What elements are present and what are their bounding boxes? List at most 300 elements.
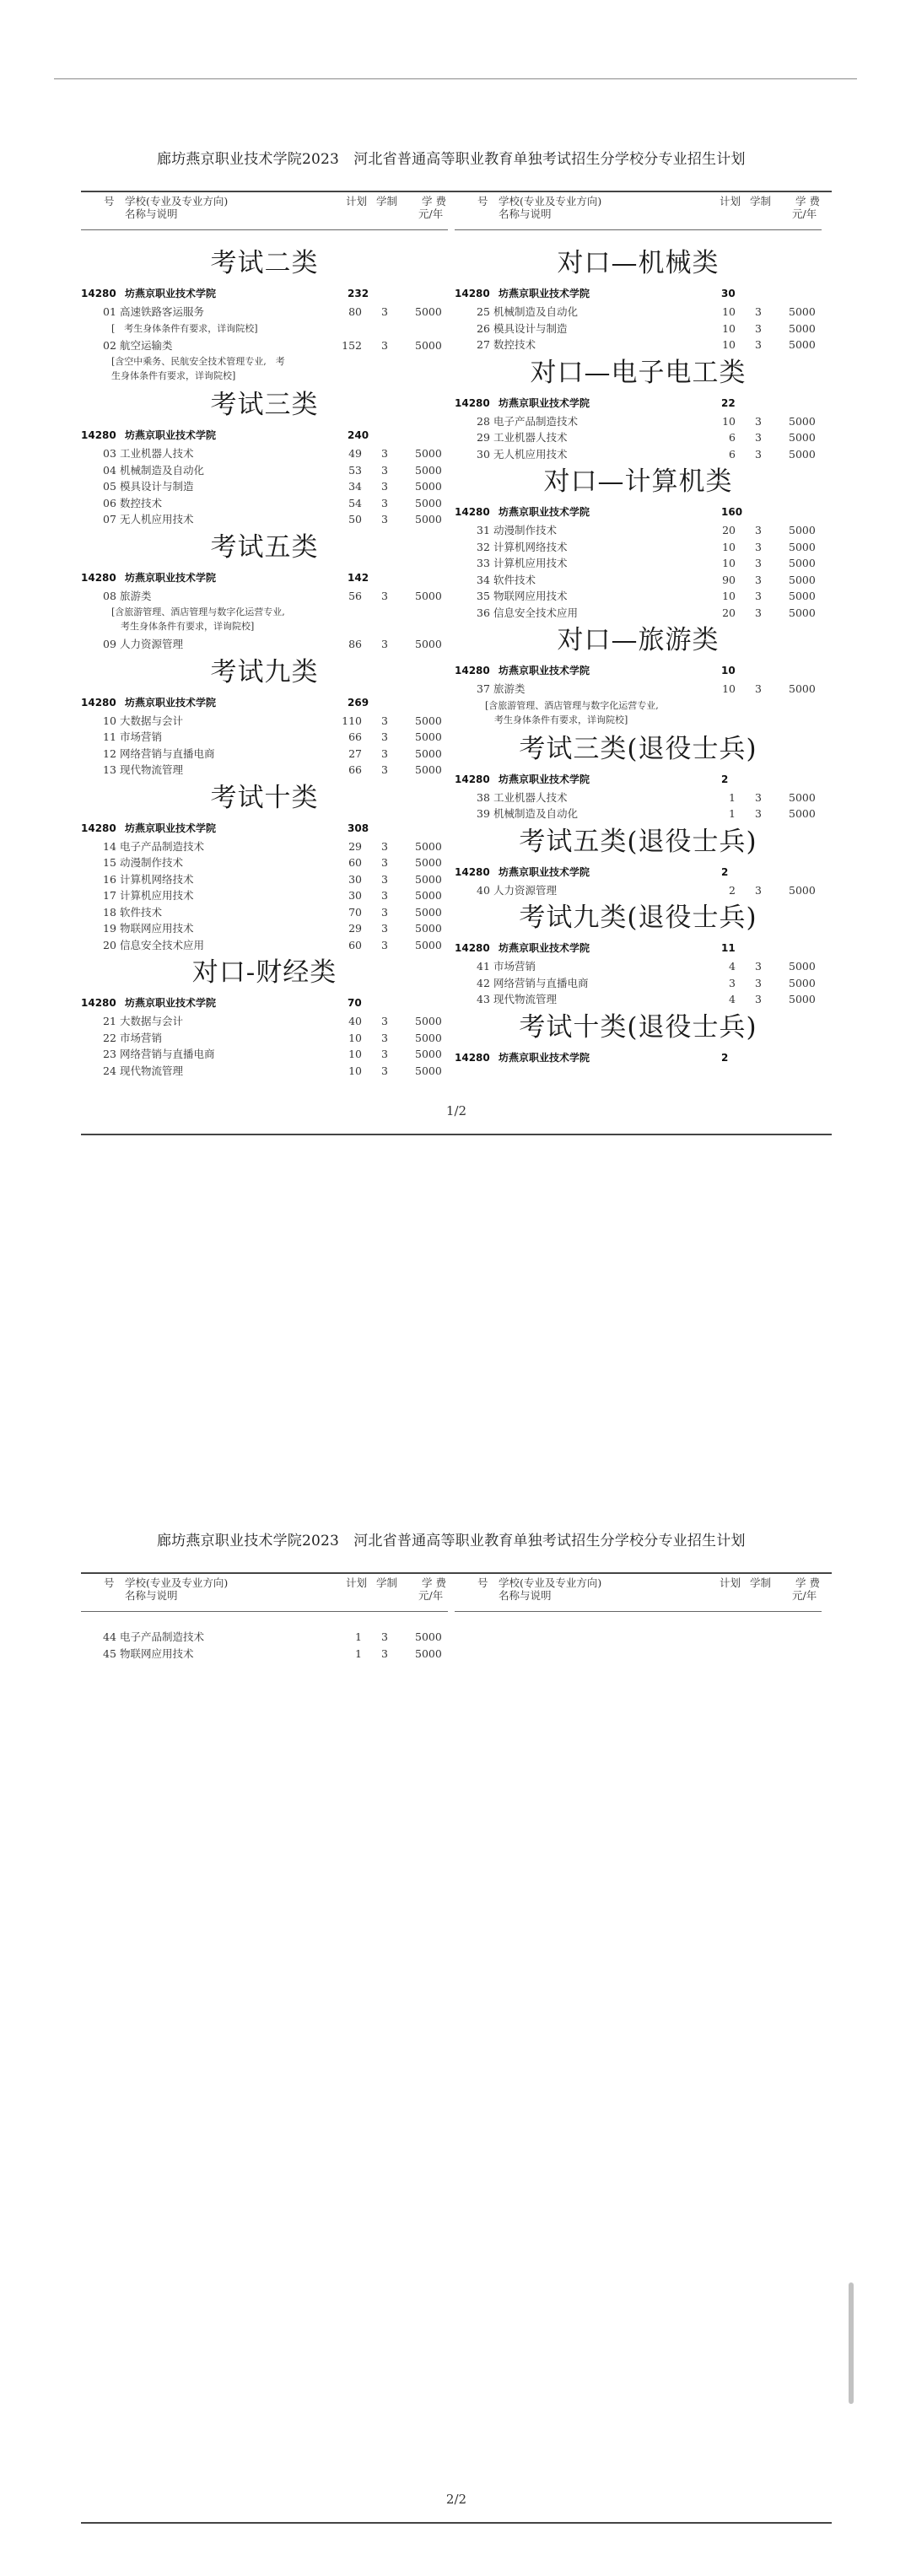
table-row [455,523,822,538]
major-years: 3 [755,976,762,989]
major-fee: 5000 [415,589,442,602]
major-plan: 4 [729,960,736,973]
major-name: 现代物流管理 [120,763,184,776]
major-years: 3 [755,321,762,335]
major-number: 16 [103,872,116,886]
table-row [81,855,448,870]
header-rule [81,191,832,192]
header-num: 号 [104,1576,115,1589]
major-years: 3 [381,905,388,919]
major-years: 3 [755,606,762,619]
major-years: 3 [755,338,762,351]
school-plan: 22 [721,396,736,409]
major-name: 现代物流管理 [493,993,558,1005]
header-rule [81,1572,832,1574]
category-heading: 考试九类 [210,656,319,687]
major-fee: 5000 [415,763,442,776]
school-row [81,571,448,585]
major-years: 3 [381,839,388,853]
major-number: 24 [103,1064,116,1077]
school-plan: 232 [348,288,369,299]
major-years: 3 [755,590,762,602]
header-years: 学制 [376,195,398,207]
major-number: 18 [103,905,116,919]
table-row [81,938,448,953]
major-years: 3 [381,889,388,902]
major-number: 15 [103,856,116,869]
major-fee: 5000 [415,338,442,352]
major-plan: 30 [348,872,362,886]
table-row [455,573,822,588]
major-name: 物联网应用技术 [120,922,194,935]
table-row [81,872,448,887]
category-heading: 考试九类(退役士兵) [519,903,757,933]
school-row [81,996,448,1010]
page-title: 廊坊燕京职业技术学院2023 河北省普通高等职业教育单独考试招生分学校分专业招生计划 [157,151,746,168]
header-years: 学制 [750,195,772,207]
table-row [81,839,448,854]
table-row [81,446,448,461]
major-years: 3 [381,714,388,727]
major-note: [ 考生身体条件有要求，详询院校] [111,322,258,334]
major-plan: 27 [348,746,362,760]
table-row [455,321,822,337]
major-number: 26 [477,321,490,335]
header-plan: 计划 [720,195,741,207]
table-row [455,959,822,974]
school-plan: 30 [721,288,736,299]
major-fee: 5000 [415,1646,442,1660]
major-name: 信息安全技术应用 [493,606,579,619]
column-header-rule [455,229,822,230]
major-name: 市场营销 [120,1031,163,1044]
school-name: 坊燕京职业技术学院 [499,865,590,878]
major-fee: 5000 [789,590,816,602]
major-plan: 50 [348,513,362,525]
major-years: 3 [381,938,388,951]
school-code: 14280 [455,942,490,954]
major-plan: 10 [722,590,736,602]
major-plan: 10 [722,321,736,335]
table-row [81,763,448,778]
major-plan: 54 [348,496,362,509]
header-school-line2: 名称与说明 [499,1589,552,1602]
major-name: 机械制造及自动化 [120,463,205,477]
major-fee: 5000 [789,993,816,1005]
school-plan: 11 [721,942,736,954]
major-number: 07 [103,513,116,525]
major-name: 计算机网络技术 [493,540,568,553]
major-name: 信息安全技术应用 [120,938,205,951]
major-name: 软件技术 [493,573,536,586]
major-name: 高速铁路客运服务 [120,305,205,318]
column-header-rule [81,229,448,230]
table-row [81,888,448,903]
category-heading: 考试三类 [210,390,319,420]
major-fee: 5000 [415,905,442,919]
header-num: 号 [104,195,115,207]
major-plan: 56 [348,589,362,602]
major-fee: 5000 [415,1031,442,1044]
major-fee: 5000 [415,856,442,869]
school-plan: 308 [348,822,369,834]
major-plan: 20 [722,524,736,536]
school-code: 14280 [81,571,116,584]
major-fee: 5000 [415,305,442,318]
school-name: 坊燕京职业技术学院 [499,506,590,518]
footer-rule [81,1134,832,1135]
major-plan: 34 [348,480,362,493]
major-years: 3 [755,447,762,461]
major-fee: 5000 [789,790,816,804]
major-years: 3 [755,557,762,569]
header-num: 号 [477,1576,488,1589]
school-row [81,822,448,835]
major-name: 人力资源管理 [493,883,558,897]
major-name: 动漫制作技术 [120,856,184,869]
major-name: 现代物流管理 [120,1064,184,1077]
table-row [455,976,822,991]
major-name: 物联网应用技术 [493,590,568,602]
major-plan: 6 [729,431,736,444]
major-plan: 10 [722,540,736,553]
major-note: [含旅游管理、酒店管理与数字化运营专业, 考生身体条件有要求，详询院校] [111,606,285,632]
school-name: 坊燕京职业技术学院 [125,696,217,709]
major-name: 网络营销与直播电商 [493,976,589,989]
table-row [455,540,822,555]
school-code: 14280 [455,665,490,676]
major-number: 05 [103,480,116,493]
table-row [455,883,822,898]
school-plan: 142 [348,571,369,584]
school-row [455,773,822,786]
category-heading: 考试二类 [210,248,319,278]
table-row [81,905,448,920]
major-fee: 5000 [789,883,816,897]
table-row [81,1031,448,1046]
header-years: 学制 [750,1576,772,1589]
major-number: 19 [103,922,116,935]
major-name: 旅游类 [493,682,526,695]
header-school-line1: 学校(专业及专业方向) [125,195,229,207]
major-number: 40 [477,883,490,897]
school-name: 坊燕京职业技术学院 [499,942,590,954]
table-row [81,714,448,729]
major-years: 3 [381,763,388,776]
school-row [81,428,448,442]
major-fee: 5000 [415,1064,442,1077]
column-header [455,1577,822,1614]
major-plan: 2 [729,883,736,897]
school-name: 坊燕京职业技术学院 [125,429,217,441]
school-row [455,1051,822,1064]
table-row [455,606,822,621]
major-number: 13 [103,763,116,776]
school-row [455,865,822,879]
page-number: 1/2 [445,1103,467,1118]
school-plan: 2 [721,773,729,785]
major-years: 3 [381,1015,388,1027]
major-fee: 5000 [415,922,442,935]
header-years: 学制 [376,1576,398,1589]
header-num: 号 [477,195,488,207]
major-plan: 10 [722,338,736,351]
major-number: 04 [103,463,116,477]
major-plan: 53 [348,463,362,477]
major-years: 3 [381,1646,388,1660]
school-name: 坊燕京职业技术学院 [499,1051,590,1064]
major-number: 03 [103,447,116,460]
table-row [81,746,448,762]
school-plan: 10 [721,665,736,676]
school-code: 14280 [455,1051,490,1064]
school-name: 坊燕京职业技术学院 [499,773,590,785]
major-years: 3 [381,872,388,886]
major-plan: 40 [348,1015,362,1027]
school-row [455,664,822,677]
category-heading: 考试十类(退役士兵) [519,1011,757,1043]
table-row [455,589,822,604]
table-row [81,730,448,745]
column-left [81,196,448,1124]
major-name: 市场营销 [120,730,163,743]
major-plan: 1 [355,1630,362,1643]
major-number: 38 [477,790,490,804]
major-name: 电子产品制造技术 [120,839,205,853]
major-years: 3 [755,305,762,318]
major-plan: 29 [348,839,362,853]
major-fee: 5000 [789,338,816,351]
major-number: 30 [477,447,490,461]
header-fee-line2: 元/年 [792,1589,817,1602]
major-fee: 5000 [415,447,442,460]
major-name: 人力资源管理 [120,638,184,650]
school-code: 14280 [455,288,490,299]
header-fee-line1: 学 费 [422,195,446,207]
major-fee: 5000 [789,573,816,586]
major-note: [含旅游管理、酒店管理与数字化运营专业, 考生身体条件有要求，详询院校] [485,699,659,725]
major-plan: 90 [722,573,736,586]
header-school-line2: 名称与说明 [499,207,552,220]
column-header-rule [81,1611,448,1612]
major-plan: 10 [348,1048,362,1060]
table-row [455,414,822,429]
school-plan: 2 [721,1051,729,1064]
major-number: 23 [103,1048,116,1060]
major-fee: 5000 [415,638,442,650]
category-heading: 考试五类(退役士兵) [519,826,757,857]
school-plan: 70 [348,997,362,1009]
major-name: 大数据与会计 [120,1015,184,1027]
major-years: 3 [381,463,388,477]
column-right [455,1577,822,2505]
header-fee-line1: 学 费 [795,195,820,207]
major-years: 3 [381,1031,388,1044]
major-name: 旅游类 [120,589,152,602]
header-plan: 计划 [346,1576,368,1589]
school-row [81,696,448,709]
major-plan: 152 [342,338,362,352]
major-years: 3 [381,638,388,650]
header-fee-line2: 元/年 [418,207,444,220]
major-plan: 3 [729,976,736,989]
header-fee-line2: 元/年 [792,207,817,220]
major-number: 29 [477,431,490,444]
page-1 [81,127,832,1172]
major-plan: 1 [729,790,736,804]
major-name: 机械制造及自动化 [493,807,579,820]
major-years: 3 [755,414,762,428]
header-fee-line2: 元/年 [418,1589,444,1602]
major-years: 3 [381,1064,388,1077]
header-school-line1: 学校(专业及专业方向) [125,1576,229,1589]
major-fee: 5000 [789,431,816,444]
page-title: 廊坊燕京职业技术学院2023 河北省普通高等职业教育单独考试招生分学校分专业招生计划 [157,1533,746,1549]
major-fee: 5000 [789,447,816,461]
school-name: 坊燕京职业技术学院 [125,288,217,299]
school-code: 14280 [81,822,116,834]
major-fee: 5000 [789,414,816,428]
major-note: [含空中乘务、民航安全技术管理专业, 考 生身体条件有要求，详询院校] [111,356,285,381]
major-plan: 66 [348,730,362,743]
major-years: 3 [755,807,762,820]
major-plan: 10 [722,682,736,695]
column-right [455,196,822,1124]
major-name: 软件技术 [120,905,163,919]
scrollbar-thumb[interactable] [849,2282,854,2404]
major-fee: 5000 [789,557,816,569]
major-years: 3 [381,338,388,352]
major-plan: 10 [348,1031,362,1044]
major-plan: 29 [348,922,362,935]
major-years: 3 [381,447,388,460]
major-plan: 86 [348,638,362,650]
major-name: 网络营销与直播电商 [120,1048,215,1060]
major-plan: 10 [722,305,736,318]
major-fee: 5000 [415,714,442,727]
major-name: 模具设计与制造 [493,321,568,335]
major-fee: 5000 [415,463,442,477]
category-heading: 对口-财经类 [191,957,337,988]
table-row [81,512,448,527]
major-years: 3 [381,513,388,525]
table-row [455,806,822,822]
major-name: 动漫制作技术 [493,524,558,536]
major-plan: 30 [348,889,362,902]
school-code: 14280 [455,396,490,409]
school-row [455,505,822,519]
major-years: 3 [381,730,388,743]
category-heading: 对口—旅游类 [557,625,720,655]
school-row [455,287,822,300]
major-fee: 5000 [415,480,442,493]
column-header [81,196,448,233]
major-plan: 49 [348,447,362,460]
school-plan: 240 [348,429,369,441]
table-row [81,1047,448,1062]
major-fee: 5000 [415,938,442,951]
major-plan: 4 [729,993,736,1005]
major-number: 08 [103,589,116,602]
major-plan: 60 [348,938,362,951]
major-name: 计算机应用技术 [493,557,568,569]
table-row [455,304,822,320]
major-number: 25 [477,305,490,318]
major-number: 17 [103,889,116,902]
school-row [81,287,448,300]
school-name: 坊燕京职业技术学院 [499,396,590,409]
school-code: 14280 [455,506,490,518]
major-name: 航空运输类 [120,338,173,352]
school-name: 坊燕京职业技术学院 [499,288,590,299]
major-number: 14 [103,839,116,853]
major-number: 33 [477,557,490,569]
major-number: 28 [477,414,490,428]
major-plan: 6 [729,447,736,461]
major-fee: 5000 [789,524,816,536]
footer-rule [81,2522,832,2524]
major-fee: 5000 [415,889,442,902]
major-years: 3 [381,746,388,760]
category-heading: 对口—电子电工类 [530,357,747,388]
table-row [81,479,448,494]
school-code: 14280 [455,865,490,878]
table-row [81,589,448,604]
school-row [455,396,822,410]
major-number: 11 [103,730,116,743]
major-years: 3 [755,524,762,536]
category-heading: 考试十类 [210,782,319,813]
table-row [81,1014,448,1029]
major-fee: 5000 [415,746,442,760]
major-number: 20 [103,938,116,951]
major-fee: 5000 [415,872,442,886]
school-plan: 160 [721,506,743,518]
school-row [455,941,822,955]
table-row [81,637,448,652]
table-row [455,682,822,697]
school-name: 坊燕京职业技术学院 [125,822,217,834]
school-code: 14280 [81,288,116,299]
school-plan: 2 [721,865,729,878]
major-number: 43 [477,993,490,1005]
major-years: 3 [755,431,762,444]
major-fee: 5000 [415,1630,442,1643]
major-number: 32 [477,540,490,553]
major-number: 10 [103,714,116,727]
major-number: 37 [477,682,490,695]
major-plan: 80 [348,305,362,318]
major-fee: 5000 [789,305,816,318]
major-number: 09 [103,638,116,650]
major-plan: 110 [342,714,362,727]
major-years: 3 [755,960,762,973]
table-row [455,992,822,1007]
table-row [455,556,822,571]
major-number: 41 [477,960,490,973]
major-fee: 5000 [415,1015,442,1027]
school-code: 14280 [81,696,116,709]
major-plan: 66 [348,763,362,776]
major-years: 3 [755,790,762,804]
major-plan: 1 [355,1646,362,1660]
major-name: 电子产品制造技术 [493,414,579,428]
major-number: 36 [477,606,490,619]
table-row [81,1064,448,1079]
major-name: 物联网应用技术 [120,1646,194,1660]
major-plan: 1 [729,807,736,820]
major-fee: 5000 [415,730,442,743]
